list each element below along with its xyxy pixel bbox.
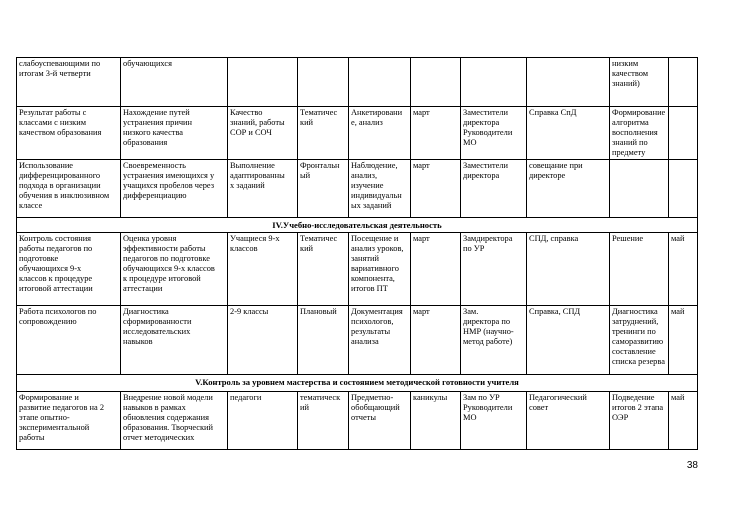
table-cell: Формирование и развитие педагогов на 2 этапе опытно- экспериментальной работы <box>17 392 121 450</box>
table-cell: 2-9 классы <box>228 306 298 375</box>
control-plan-table <box>16 57 698 450</box>
table-cell: май <box>669 233 698 306</box>
table-row <box>17 160 698 218</box>
table-cell: Своевременность устранения имеющихся у учащихся пробелов через дифференциацию <box>121 160 228 218</box>
table-row <box>17 58 698 107</box>
table-cell: март <box>411 160 461 218</box>
table-cell: Зам по УР Руководители МО <box>461 392 527 450</box>
table-cell: март <box>411 306 461 375</box>
table-cell: Заместители директора Руководители МО <box>461 107 527 160</box>
table-cell: Наблюдение, анализ, изучение индивидуальн ых заданий <box>349 160 411 218</box>
table-cell <box>669 58 698 107</box>
table-row <box>17 392 698 450</box>
table-cell: Диагностика затруднений, тренинги по саморазвитию составление списка резерва <box>610 306 669 375</box>
table-cell: Предметно- обобщающий отчеты <box>349 392 411 450</box>
table-cell: каникулы <box>411 392 461 450</box>
table-cell: Нахождение путей устранения причин низкого качества образования <box>121 107 228 160</box>
table-cell: март <box>411 233 461 306</box>
table-cell: педагоги <box>228 392 298 450</box>
table-cell: Замдиректора по УР <box>461 233 527 306</box>
table-cell: Тематичес кий <box>298 107 349 160</box>
table-cell: Зам. директора по НМР (научно- метод работе) <box>461 306 527 375</box>
table-cell: Оценка уровня эффективности работы педагогов по подготовке обучающихся 9-х классов к процедуре итоговой аттестации <box>121 233 228 306</box>
table-cell <box>610 160 669 218</box>
table-cell: Работа психологов по сопровождению <box>17 306 121 375</box>
table-cell: Заместители директора <box>461 160 527 218</box>
table-cell: Педагогический совет <box>527 392 610 450</box>
page-number: 38 <box>686 460 698 471</box>
table-cell: Учащиеся 9-х классов <box>228 233 298 306</box>
table-cell: Контроль состояния работы педагогов по подготовке обучающихся 9-х классов к процедуре итоговой аттестации <box>17 233 121 306</box>
table-cell: слабоуспевающими по итогам 3-й четверти <box>17 58 121 107</box>
table-cell: Справка СпД <box>527 107 610 160</box>
table-cell: Справка, СПД <box>527 306 610 375</box>
table-cell: Решение <box>610 233 669 306</box>
table-cell <box>228 58 298 107</box>
table-cell <box>411 58 461 107</box>
table-cell: Плановый <box>298 306 349 375</box>
table-cell: Подведение итогов 2 этапа ОЭР <box>610 392 669 450</box>
section-heading: V.Контроль за уровнем мастерства и состоянием методической готовности учителя <box>17 375 698 392</box>
table-cell: май <box>669 306 698 375</box>
table-cell: Использование дифференцированного подхода в организации обучения в инклюзивном классе <box>17 160 121 218</box>
table-cell: Посещение и анализ уроков, занятий вариативного компонента, итогов ПТ <box>349 233 411 306</box>
table-cell <box>669 107 698 160</box>
table-cell: СПД, справка <box>527 233 610 306</box>
table-cell: Тематичес кий <box>298 233 349 306</box>
table-cell: май <box>669 392 698 450</box>
table-cell <box>527 58 610 107</box>
section-row <box>17 375 698 392</box>
table-cell: совещание при директоре <box>527 160 610 218</box>
table-cell <box>298 58 349 107</box>
table-cell: март <box>411 107 461 160</box>
table-cell: Качество знаний, работы СОР и СОЧ <box>228 107 298 160</box>
table-row <box>17 107 698 160</box>
table-cell <box>461 58 527 107</box>
table-cell: Фронтальн ый <box>298 160 349 218</box>
table-cell: Результат работы с классами с низким качеством образования <box>17 107 121 160</box>
section-heading: IV.Учебно-исследовательская деятельность <box>17 218 698 233</box>
table-cell <box>349 58 411 107</box>
section-row <box>17 218 698 233</box>
table-cell: Внедрение новой модели навыков в рамках обновления содержания образования. Творческий отчет методических <box>121 392 228 450</box>
table-cell: обучающихся <box>121 58 228 107</box>
table-cell: тематическ ий <box>298 392 349 450</box>
table-cell: Выполнение адаптированны х заданий <box>228 160 298 218</box>
table-cell: Документация психологов, результаты анализа <box>349 306 411 375</box>
table-cell: Диагностика сформированности исследовательских навыков <box>121 306 228 375</box>
table-cell <box>669 160 698 218</box>
table-cell: Формирование алгоритма восполнения знаний по предмету <box>610 107 669 160</box>
table-row <box>17 233 698 306</box>
table-cell: низким качеством знаний) <box>610 58 669 107</box>
table-cell: Анкетировани е, анализ <box>349 107 411 160</box>
table-row <box>17 306 698 375</box>
